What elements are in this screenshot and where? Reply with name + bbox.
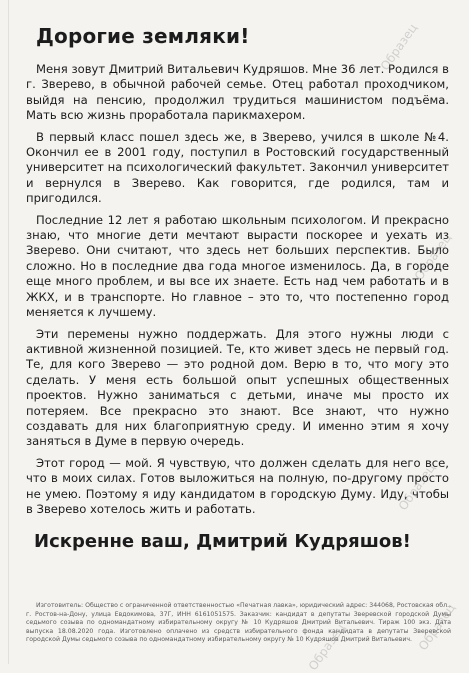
closing-signature: Искренне ваш, Дмитрий Кудряшов! — [34, 531, 411, 553]
greeting-heading: Дорогие земляки! — [36, 24, 250, 48]
paragraph-education: В первый класс пошел здесь же, в Зверево, учился в школе №4. Окончил ее в 2001 году, поступил в Ростовский государственный университет на психологический факультет. Закончил университет и вернулся в Зверево. Как говорится, где родился, там и пригодился. — [26, 129, 449, 206]
watermark-stamp: Образец — [415, 600, 459, 654]
watermark-stamp: Образец — [377, 20, 421, 74]
paragraph-changes: Эти перемены нужно поддержать. Для этого нужны люди с активной жизненной позицией. Те, кто живет здесь не первый год. Те, для кого Зверево — это родной дом. Верю в то, что могу это сделать. У меня есть большой опыт успешных общественных проектов. Нужно заниматься с детьми, иначе мы просто их потеряем. Все прекрасно это знают. Все знают, что нужно создавать для них благоприятную среду. И именно этим я хочу заняться в Думе в первую очередь. — [26, 326, 449, 449]
paragraph-motivation: Этот город — мой. Я чувствую, что должен сделать для него все, что в моих силах. Готов выложиться на полную, по-другому просто не умею. Поэтому я иду кандидатом в городскую Думу. Иду, чтобы в Зверево хотелось жить и работать. — [26, 455, 449, 516]
paragraph-intro: Меня зовут Дмитрий Витальевич Кудряшов. Мне 36 лет. Родился в г. Зверево, в обычной рабочей семье. Отец работал проходчиком, выйдя на пенсию, продолжил трудиться машинистом подъёма. Мать всю жизнь проработала парикмахером. — [26, 62, 449, 123]
watermark-stamp: Образец — [411, 230, 455, 284]
imprint-text: Изготовитель: Общество с ограниченной ответственностью «Печатная лавка», юридический адрес: 344068, Ростовская обл., г. Ростов-на-Дону, улица Евдокимова, 37Г, ИНН 6161051575. Заказчик: кандидат в депутаты Зверевской городской Думы седьмого созыва по одномандатному избирательному округу № 10 Кудряшов Дмитрий Витальевич. Тираж 100 экз. Дата выпуска 18.08.2020 года. Изготовлено оплачено из средств избирательного фонда кандидата в депутаты Зверевской городской Думы седьмого созыва по одномандатному избирательному округу № 10 Кудряшов Дмитрий Витальевич. — [26, 602, 451, 644]
paragraph-work: Последние 12 лет я работаю школьным психологом. И прекрасно знаю, что многие дети мечтают вырасти поскорее и уехать из Зверево. Они считают, что здесь нет больших перспектив. Было сложно. Но в последние два года многое изменилось. Да, в городе еще много проблем, и вы все их знаете. Есть над чем работать и в ЖКХ, и в транспорте. Но главное – это то, что постепенно город меняется к лучшему. — [26, 212, 449, 320]
watermark-stamp: Образец — [305, 620, 349, 673]
watermark-stamp: Образец — [395, 460, 439, 514]
